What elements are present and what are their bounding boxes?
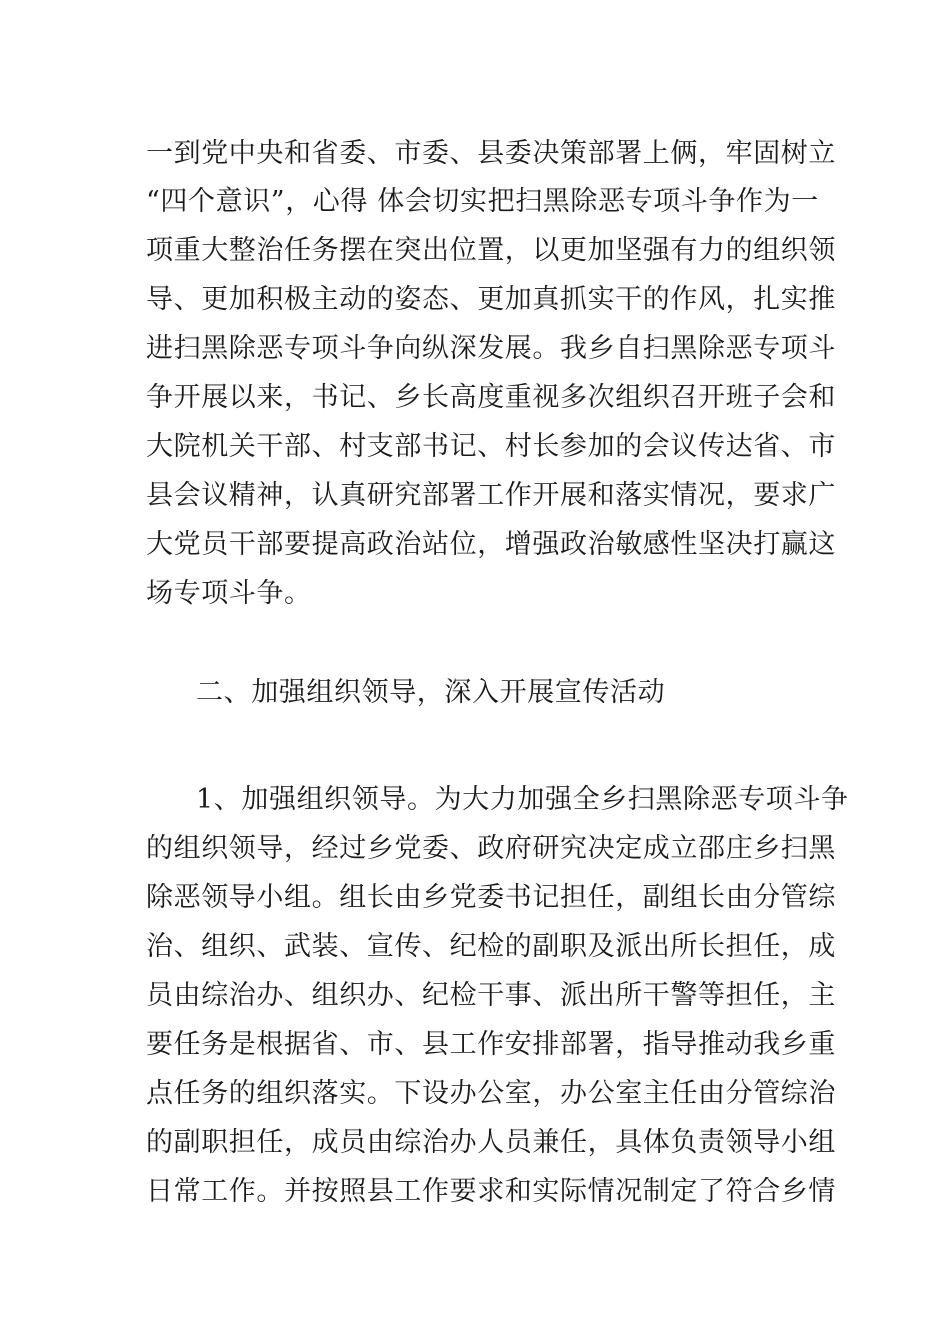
paragraph-line: 日常工作。并按照县工作要求和实际情况制定了符合乡情: [146, 1176, 836, 1207]
paragraph-line: 治、组织、武装、宣传、纪检的副职及派出所长担任，成: [146, 931, 836, 962]
paragraph-line: 项重大整治任务摆在突出位置，以更加坚强有力的组织领: [146, 235, 836, 266]
paragraph-line: 1、加强组织领导。为大力加强全乡扫黑除恶专项斗争: [196, 784, 849, 815]
paragraph-line: 要任务是根据省、市、县工作安排部署，指导推动我乡重: [146, 1029, 836, 1060]
paragraph-line: 的组织领导，经过乡党委、政府研究决定成立邵庄乡扫黑: [146, 833, 836, 864]
paragraph-line: 县会议精神，认真研究部署工作开展和落实情况，要求广: [146, 480, 836, 511]
paragraph-line: 大党员干部要提高政治站位，增强政治敏感性坚决打赢这: [146, 529, 836, 560]
paragraph-line: 大院机关干部、村支部书记、村长参加的会议传达省、市: [146, 431, 836, 462]
paragraph-line: 员由综治办、组织办、纪检干事、派出所干警等担任，主: [146, 980, 836, 1011]
paragraph-line: 进扫黑除恶专项斗争向纵深发展。我乡自扫黑除恶专项斗: [146, 333, 836, 364]
paragraph-line: 场专项斗争。: [146, 578, 312, 609]
paragraph-line: 争开展以来，书记、乡长高度重视多次组织召开班子会和: [146, 382, 836, 413]
paragraph-line: 除恶领导小组。组长由乡党委书记担任，副组长由分管综: [146, 882, 836, 913]
paragraph-line: “四个意识”，心得 体会切实把扫黑除恶专项斗争作为一: [146, 186, 819, 217]
paragraph-line: 的副职担任，成员由综治办人员兼任，具体负责领导小组: [146, 1127, 836, 1158]
paragraph-line: 一到党中央和省委、市委、县委决策部署上俩，牢固树立: [146, 138, 836, 169]
paragraph-line: 导、更加积极主动的姿态、更加真抓实干的作风，扎实推: [146, 284, 836, 315]
paragraph-line: 点任务的组织落实。下设办公室，办公室主任由分管综治: [146, 1078, 836, 1109]
section-heading: 二、加强组织领导，深入开展宣传活动: [196, 677, 666, 708]
